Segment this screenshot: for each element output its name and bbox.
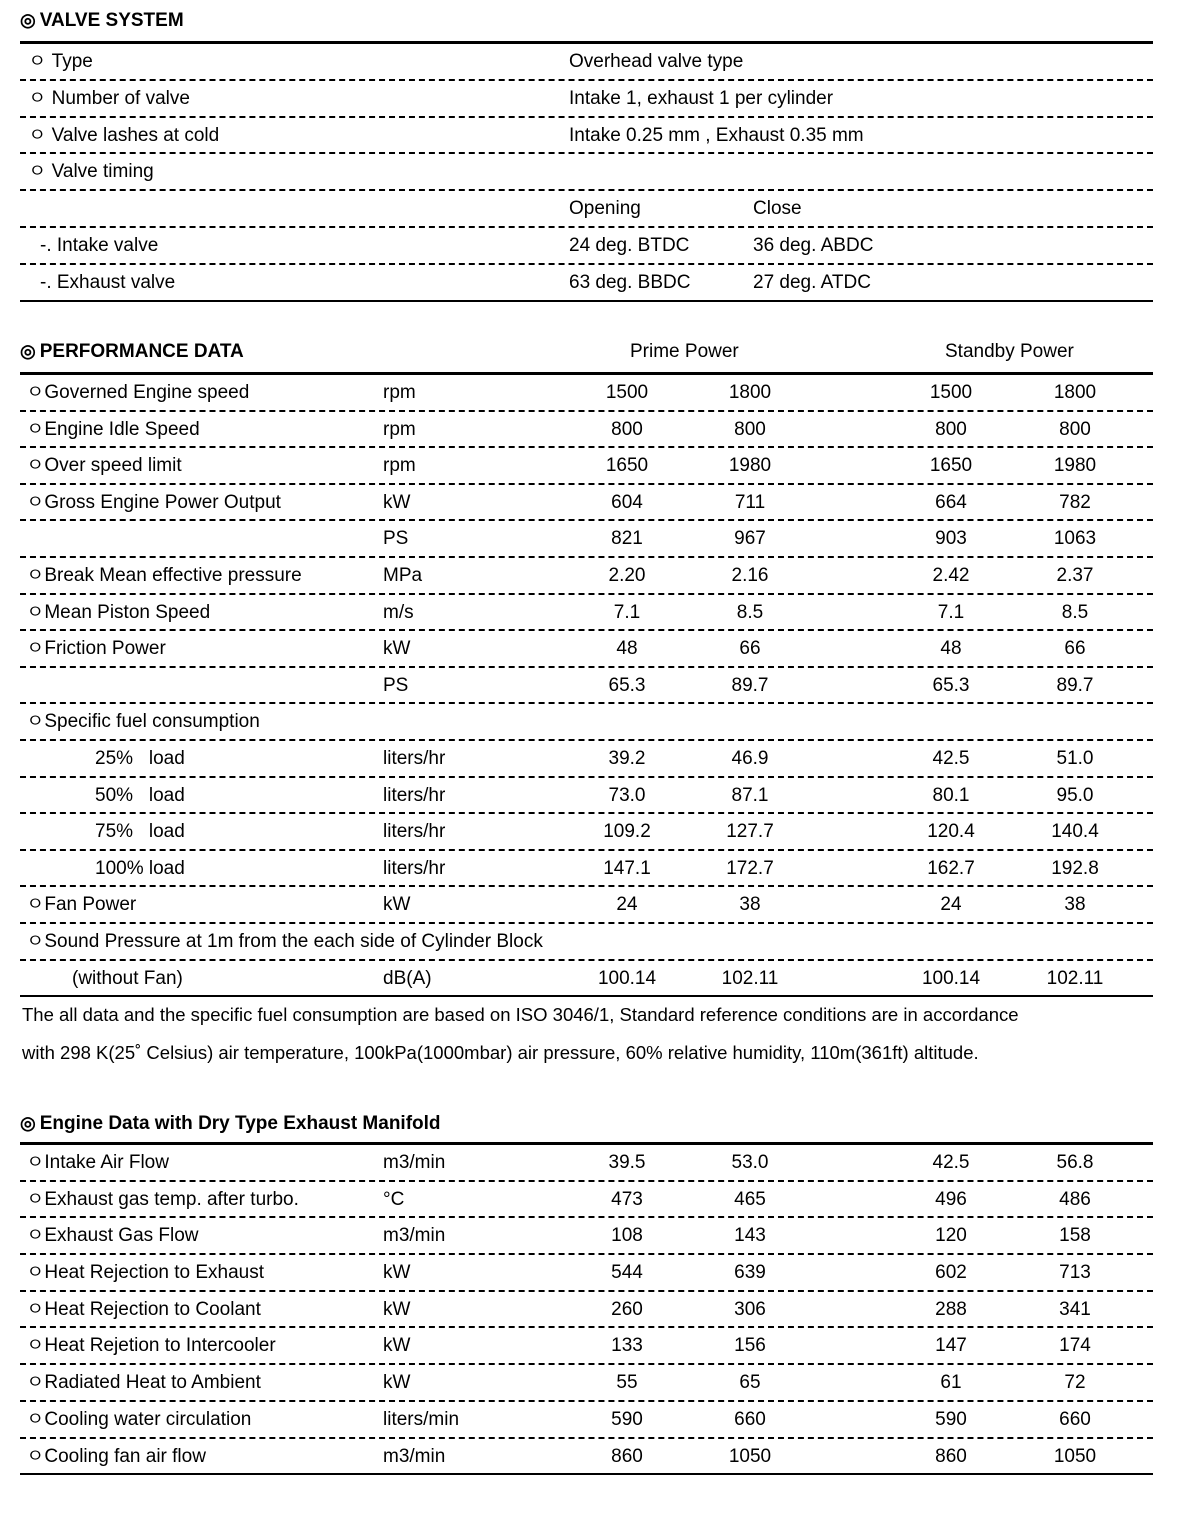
table-row [20, 1328, 1153, 1365]
row-label: ㅇFriction Power [26, 638, 166, 660]
row-unit: liters/hr [383, 747, 446, 769]
row-label: ㅇExhaust Gas Flow [26, 1225, 199, 1247]
engine-section-title: Engine Data with Dry Type Exhaust Manifold [39, 1113, 441, 1134]
value-standby-1800: 192.8 [1051, 857, 1099, 879]
row-label: ㅇBreak Mean effective pressure [26, 564, 302, 586]
row-label: ㅇHeat Rejetion to Intercooler [26, 1335, 276, 1357]
row-label: ㅇGross Engine Power Output [26, 491, 281, 513]
value-prime-1500: 109.2 [603, 821, 651, 843]
close-value: 36 deg. ABDC [753, 234, 874, 256]
value-prime-1500: 24 [616, 894, 638, 916]
table-row [20, 631, 1153, 668]
value-standby-1800: 72 [1064, 1372, 1086, 1394]
value-prime-1500: 55 [616, 1372, 638, 1394]
table-row [20, 265, 1153, 302]
value-standby-1500: 48 [940, 638, 962, 660]
row-unit: kW [383, 638, 411, 660]
row-label: ㅇSpecific fuel consumption [26, 711, 260, 733]
row-unit: kW [383, 1298, 411, 1320]
value-prime-1500: 590 [611, 1408, 643, 1430]
value-prime-1500: 39.2 [608, 747, 646, 769]
value-prime-1800: 53.0 [731, 1152, 769, 1173]
value-standby-1800: 800 [1059, 418, 1091, 440]
value-prime-1800: 89.7 [731, 674, 769, 696]
row-label: ㅇSound Pressure at 1m from the each side of Cylinder Block [26, 930, 543, 952]
table-row [20, 154, 1153, 191]
table-row [20, 741, 1153, 778]
value-prime-1500: 100.14 [597, 967, 657, 989]
table-row [20, 485, 1153, 522]
row-label: ㅇExhaust gas temp. after turbo. [26, 1188, 299, 1210]
value-standby-1500: 24 [940, 894, 962, 916]
value-prime-1500: 39.5 [608, 1152, 646, 1173]
row-unit: kW [383, 1262, 411, 1284]
row-label: 100% load [95, 857, 185, 879]
row-label: 50% load [95, 784, 185, 806]
value-standby-1500: 800 [935, 418, 967, 440]
row-unit: kW [383, 491, 411, 513]
value-standby-1800: 66 [1064, 638, 1086, 660]
table-row [20, 1142, 1153, 1182]
value-standby-1500: 80.1 [932, 784, 970, 806]
row-unit: m3/min [383, 1225, 446, 1247]
value-standby-1800: 8.5 [1061, 601, 1089, 623]
row-label: ㅇIntake Air Flow [26, 1152, 169, 1173]
row-label: ㅇGoverned Engine speed [26, 382, 250, 403]
engine-data-table [20, 1142, 1153, 1475]
row-unit: liters/hr [383, 784, 446, 806]
row-unit: MPa [383, 564, 423, 586]
value-standby-1800: 51.0 [1056, 747, 1094, 769]
value-standby-1800: 38 [1064, 894, 1086, 916]
value-standby-1800: 486 [1059, 1188, 1091, 1210]
value-standby-1500: 664 [935, 491, 967, 513]
value-standby-1500: 100.14 [921, 967, 981, 989]
value-standby-1500: 7.1 [937, 601, 965, 623]
row-label: ㅇMean Piston Speed [26, 601, 211, 623]
row-unit: rpm [383, 455, 416, 477]
value-prime-1500: 1500 [605, 382, 649, 403]
table-row [20, 595, 1153, 632]
table-row [20, 1439, 1153, 1476]
value-prime-1800: 800 [734, 418, 766, 440]
value-prime-1500: 604 [611, 491, 643, 513]
row-value: Intake 1, exhaust 1 per cylinder [569, 87, 834, 109]
row-unit: rpm [383, 382, 416, 403]
reference-note-line-1: The all data and the specific fuel consumption are based on ISO 3046/1, Standard reference conditions are in accordance [22, 1004, 1019, 1025]
table-row [20, 887, 1153, 924]
opening-value: 24 deg. BTDC [569, 234, 690, 256]
value-standby-1500: 496 [935, 1188, 967, 1210]
value-standby-1800: 158 [1059, 1225, 1091, 1247]
value-standby-1500: 120.4 [927, 821, 975, 843]
prime-power-heading: Prime Power [630, 341, 739, 362]
value-prime-1800: 1800 [728, 382, 772, 403]
value-prime-1500: 1650 [605, 455, 649, 477]
value-standby-1500: 903 [935, 528, 967, 550]
row-label: ㅇHeat Rejection to Exhaust [26, 1262, 265, 1284]
table-row [20, 448, 1153, 485]
table-row [20, 558, 1153, 595]
value-standby-1800: 1063 [1053, 528, 1097, 550]
reference-note-line-2: with 298 K(25˚ Celsius) air temperature, 100kPa(1000mbar) air pressure, 60% relative humidity, 110m(361ft) altitude. [22, 1042, 979, 1063]
row-unit: kW [383, 894, 411, 916]
row-unit: kW [383, 1372, 411, 1394]
value-standby-1500: 147 [935, 1335, 967, 1357]
value-prime-1500: 147.1 [603, 857, 651, 879]
value-standby-1500: 860 [935, 1445, 967, 1467]
value-standby-1500: 1650 [929, 455, 973, 477]
table-row [20, 778, 1153, 815]
value-standby-1800: 102.11 [1046, 967, 1104, 989]
row-unit: PS [383, 674, 409, 696]
value-prime-1800: 1980 [728, 455, 772, 477]
row-label: ㅇ Number of valve [28, 87, 190, 109]
row-label: -. Intake valve [40, 234, 159, 256]
value-prime-1800: 967 [734, 528, 766, 550]
table-row [20, 191, 1153, 228]
value-prime-1800: 46.9 [731, 747, 769, 769]
double-circle-icon: ◎ [20, 341, 36, 361]
value-prime-1800: 156 [734, 1335, 766, 1357]
value-standby-1500: 42.5 [932, 747, 970, 769]
value-prime-1800: 711 [734, 491, 766, 513]
table-row [20, 704, 1153, 741]
row-label: 75% load [95, 821, 185, 843]
value-prime-1500: 544 [611, 1262, 643, 1284]
value-standby-1500: 120 [935, 1225, 967, 1247]
performance-table [20, 372, 1153, 997]
table-row [20, 412, 1153, 449]
value-standby-1800: 140.4 [1051, 821, 1099, 843]
value-standby-1800: 341 [1059, 1298, 1091, 1320]
value-standby-1800: 713 [1059, 1262, 1091, 1284]
table-row [20, 924, 1153, 961]
value-prime-1500: 133 [611, 1335, 643, 1357]
value-prime-1500: 48 [616, 638, 638, 660]
table-row [20, 1218, 1153, 1255]
value-standby-1500: 65.3 [932, 674, 970, 696]
double-circle-icon: ◎ [20, 10, 36, 30]
value-prime-1500: 800 [611, 418, 643, 440]
value-standby-1500: 162.7 [927, 857, 975, 879]
row-unit: PS [383, 528, 409, 550]
valve-section-title: VALVE SYSTEM [39, 10, 184, 31]
value-standby-1800: 174 [1059, 1335, 1091, 1357]
value-standby-1800: 660 [1059, 1408, 1091, 1430]
row-label: ㅇ Valve timing [28, 161, 154, 183]
row-label: 25% load [95, 747, 185, 769]
close-heading: Close [753, 198, 802, 220]
value-standby-1500: 1500 [929, 382, 973, 403]
value-standby-1500: 602 [935, 1262, 967, 1284]
value-prime-1800: 306 [734, 1298, 766, 1320]
value-standby-1500: 61 [940, 1372, 962, 1394]
value-prime-1800: 2.16 [731, 564, 769, 586]
table-row [20, 118, 1153, 155]
row-label: ㅇFan Power [26, 894, 137, 916]
value-standby-1800: 2.37 [1056, 564, 1094, 586]
value-prime-1500: 260 [611, 1298, 643, 1320]
value-prime-1800: 66 [739, 638, 761, 660]
row-unit: dB(A) [383, 967, 432, 989]
valve-section-header [20, 10, 1153, 32]
value-prime-1800: 8.5 [736, 601, 764, 623]
value-prime-1500: 65.3 [608, 674, 646, 696]
value-prime-1500: 473 [611, 1188, 643, 1210]
value-standby-1500: 2.42 [932, 564, 970, 586]
table-row [20, 81, 1153, 118]
table-row [20, 228, 1153, 265]
value-prime-1800: 172.7 [726, 857, 774, 879]
row-value: Intake 0.25 mm , Exhaust 0.35 mm [569, 124, 864, 146]
table-row [20, 1182, 1153, 1219]
table-row [20, 961, 1153, 998]
row-unit: kW [383, 1335, 411, 1357]
valve-table [20, 41, 1153, 302]
row-unit: °C [383, 1188, 405, 1210]
value-standby-1800: 89.7 [1056, 674, 1094, 696]
row-label: ㅇRadiated Heat to Ambient [26, 1372, 261, 1394]
row-unit: liters/hr [383, 821, 446, 843]
table-row [20, 41, 1153, 81]
value-prime-1500: 7.1 [613, 601, 641, 623]
opening-heading: Opening [569, 198, 641, 220]
value-prime-1800: 87.1 [731, 784, 769, 806]
row-value: Overhead valve type [569, 51, 744, 72]
row-unit: m/s [383, 601, 414, 623]
table-row [20, 1292, 1153, 1329]
table-row [20, 1255, 1153, 1292]
value-prime-1500: 2.20 [608, 564, 646, 586]
value-prime-1800: 639 [734, 1262, 766, 1284]
value-standby-1800: 56.8 [1056, 1152, 1094, 1173]
value-standby-1800: 1980 [1053, 455, 1097, 477]
row-label: ㅇ Type [28, 51, 93, 72]
value-standby-1500: 42.5 [932, 1152, 970, 1173]
value-prime-1500: 860 [611, 1445, 643, 1467]
row-unit: liters/hr [383, 857, 446, 879]
row-label: ㅇHeat Rejection to Coolant [26, 1298, 261, 1320]
value-prime-1800: 1050 [728, 1445, 772, 1467]
table-row [20, 1402, 1153, 1439]
row-label: -. Exhaust valve [40, 271, 176, 293]
row-unit: liters/min [383, 1408, 460, 1430]
engine-section-header [20, 1113, 1153, 1135]
table-row [20, 814, 1153, 851]
value-prime-1800: 127.7 [726, 821, 774, 843]
value-prime-1800: 660 [734, 1408, 766, 1430]
close-value: 27 deg. ATDC [753, 271, 871, 293]
perf-section-title: PERFORMANCE DATA [39, 341, 244, 362]
row-label: ㅇCooling fan air flow [26, 1445, 206, 1467]
row-label: ㅇEngine Idle Speed [26, 418, 200, 440]
value-prime-1800: 143 [734, 1225, 766, 1247]
row-label: (without Fan) [72, 967, 183, 989]
value-standby-1800: 782 [1059, 491, 1091, 513]
table-row [20, 372, 1153, 412]
row-label: ㅇ Valve lashes at cold [28, 124, 220, 146]
value-standby-1500: 590 [935, 1408, 967, 1430]
value-prime-1500: 73.0 [608, 784, 646, 806]
row-label: ㅇOver speed limit [26, 455, 182, 477]
row-unit: m3/min [383, 1445, 446, 1467]
row-unit: m3/min [383, 1152, 446, 1173]
value-prime-1500: 821 [611, 528, 643, 550]
standby-power-heading: Standby Power [945, 341, 1074, 362]
value-prime-1800: 102.11 [721, 967, 779, 989]
table-row [20, 668, 1153, 705]
value-standby-1500: 288 [935, 1298, 967, 1320]
value-standby-1800: 1800 [1053, 382, 1097, 403]
table-row [20, 1365, 1153, 1402]
table-row [20, 521, 1153, 558]
value-prime-1800: 38 [739, 894, 761, 916]
row-label: ㅇCooling water circulation [26, 1408, 252, 1430]
opening-value: 63 deg. BBDC [569, 271, 691, 293]
value-prime-1500: 108 [611, 1225, 643, 1247]
value-standby-1800: 95.0 [1056, 784, 1094, 806]
row-unit: rpm [383, 418, 416, 440]
value-standby-1800: 1050 [1053, 1445, 1097, 1467]
value-prime-1800: 65 [739, 1372, 761, 1394]
value-prime-1800: 465 [734, 1188, 766, 1210]
double-circle-icon: ◎ [20, 1113, 36, 1133]
table-row [20, 851, 1153, 888]
